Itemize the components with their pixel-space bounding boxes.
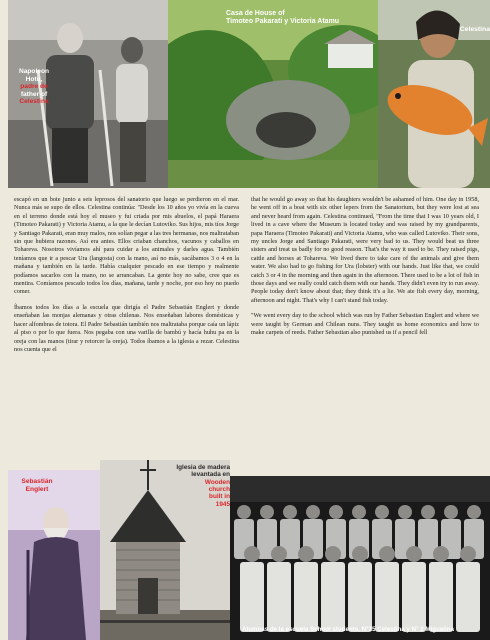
student-head [237,505,251,519]
student-head [467,505,481,519]
photo-wooden-church [100,460,230,640]
caption-celestina: Celestina [459,26,490,33]
student-head [306,505,320,519]
student-head [398,505,412,519]
student-head [421,505,435,519]
photo-school-students [230,476,490,640]
caption-wooden-church: Iglesia de madera levantada en Wooden church built in 1945 [176,464,230,508]
student-head [271,546,287,562]
caption-house-pakarati-atamu: Casa de House of Timoteo Pakarati y Victoria Atamu [226,10,340,26]
student-body [456,562,480,632]
student-body [240,562,264,632]
student-head [329,505,343,519]
student-head [325,546,341,562]
paragraph: that he would go away so that his daughters wouldn't be ashamed of him. One day in 1958, he went off in a boat with six other lepers from the Sanatorium, but they were lost at sea and never heard from again. Celestina continued, "From the time that I was 10 years old, I lived in a cave where the Museum is located today and was raised by my grandparents, papa Haraera (Timoteo Pakarati) and Victoria Atamu, who was called Lutoviko. Their sons, my uncles Jorge and Santiago Pakarati, were very bad to us. They would beat us three sisters and treat us badly for no good reason. That's the way it used to be. They raised pigs, cattle and horses at Tohareva. We lived there to take care of the animals and give them water. We also had to go fishing for Ura (lobster) with our hands. Just like that, we could catch 3 or 4 in the morning and then again in the afternoon. There used to be a lot of fish in those days and we really could catch them with our hands. They didn't even try to run away. People today don't know about that; they think it's a lie. We ate fish every day, morning, afternoon and night. That's why I can't stand fish today. [251,196,479,304]
photo-house-pakarati-atamu [168,0,383,188]
caption-napoleon-hotu: Napoleon Hotu, padre de father of Celestina [18,68,50,106]
student-body [267,562,291,632]
paragraph: Íbamos todos los días a la escuela que dirigía el Padre Sebastián Englert y donde enseñaban las monjas alemanas y otras chilenas. Nos enseñaban labores domésticas y hacer alfombras de totora. El Padre Sebastián también nos maltrataba porque caía un lápiz al piso o por lo que fuera. Nos pegaba con una varilla de bambú y hacía huhu pa en la oreja con las manos (tirar y retorcer la oreja). Todos íbamos a la iglesia a rezar. Celestina nos cuenta que el [14,303,239,353]
student-body [348,562,372,632]
student-head [406,546,422,562]
student-head [298,546,314,562]
student-head [444,505,458,519]
student-head [433,546,449,562]
photo-celestina-fish [378,0,490,188]
caption-sebastian-englert: Sebastián Englert [21,478,53,493]
photo-sebastian-englert [8,470,100,640]
student-head [283,505,297,519]
student-body [375,562,399,632]
student-body [402,562,426,632]
text-column-english [251,196,479,345]
caption-school-students: Alumnas de la escuela School students, N°15 Celestina y N° 2 Miguelina [242,626,454,633]
student-head [352,505,366,519]
student-body [294,562,318,632]
student-body [429,562,453,632]
student-head [379,546,395,562]
text-column-spanish [14,196,239,361]
student-body [321,562,345,632]
student-head [260,505,274,519]
student-head [460,546,476,562]
student-head [352,546,368,562]
photo-napoleon-hotu [8,0,168,188]
paragraph: escapó en un bote junto a seis leprosos del sanatorio que luego se perdieron en el mar. Nunca más se supo de ellos. Celestina continúa: "Desde los 10 años yo vivía en la cueva en el terreno donde está hoy el museo y fui criada por mis abuelos, el papá Haraera (Timoteo Pakarati) y Victoria Atamu, a la que le decían Lutoviko. Sus hijos, mis tíos Jorge y Santiago Pakarati, eran muy malos, nos solían pegar a las tres hermanas, nos maltrataban sin que hubiera razones. Así era antes. Ellos criaban chanchos, vacunos y caballos en Tohareva. Nosotros vivíamos ahí para cuidar a los animales y darles agua. También teníamos que ir a pescar Ura (langosta) con la mano, así no más, sacábamos 3 o 4 en la mañana y también en la tarde. Había cualquier pescado en ese tiempo y realmente podíamos sacarlos con la mano, no se arrancaban. La gente hoy no sabe, cree que es mentira. Comíamos pescado todos los días, mañana, tarde y noche, por eso hoy no puedo comer. [14,196,239,296]
student-head [244,546,260,562]
paragraph: "We went every day to the school which was run by Father Sebastian Englert and where we were taught by German and Chilean nuns. They taught us home economics and how to make carpets of reeds. Father Sebastian also punished us if a pencil fell [251,312,479,337]
student-head [375,505,389,519]
